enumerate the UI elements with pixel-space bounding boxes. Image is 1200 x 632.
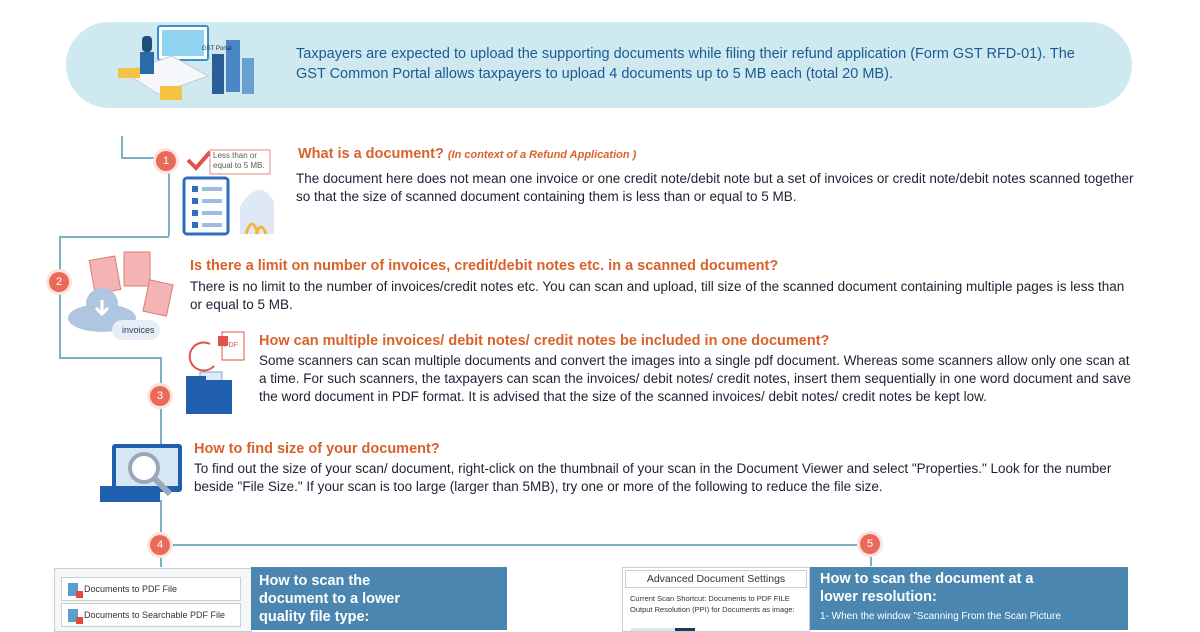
portal-label: GST Portal	[202, 46, 232, 52]
monitor-magnifier-illustration	[100, 442, 184, 506]
connector-line	[59, 236, 169, 238]
invoices-label: invoices	[122, 325, 155, 335]
lower-resolution-title: How to scan the document at a lower resolution:	[820, 571, 1034, 605]
step-3-body: Some scanners can scan multiple documents and convert the images into a single pdf document. Whereas some scanners allow only one scan at a time. For such scanners, the taxpayers can scan the invoices/ debit notes/ credit notes, insert them sequentially in one word document and save the word document in PDF format. It is advised that the size of the scanned invoices/ debit notes/ credit notes be kept low.	[259, 353, 1131, 404]
connector-line	[59, 236, 61, 358]
size-tag: Less than or equal to 5 MB.	[213, 151, 265, 170]
step-3-title: How can multiple invoices/ debit notes/ credit notes be included in one document?	[259, 333, 830, 349]
advanced-settings-window	[622, 567, 810, 632]
option-documents-to-searchable-pdf[interactable]: Documents to Searchable PDF File	[61, 603, 241, 627]
step-2-badge: 2	[49, 272, 69, 292]
step-4-badge: 4	[150, 535, 170, 555]
settings-line-1: Current Scan Shortcut: Documents to PDF FILE	[630, 594, 790, 603]
step-1-body: The document here does not mean one invoice or one credit note/debit note but a set of invoices or credit note/debit notes scanned together so that the size of scanned document containing them is less than or equal to 5 MB.	[296, 171, 1134, 204]
option-documents-to-pdf[interactable]: Documents to PDF File	[61, 577, 241, 601]
step-1-badge: 1	[156, 151, 176, 171]
connector-line	[160, 544, 870, 546]
settings-title: Advanced Document Settings	[625, 570, 807, 588]
lower-quality-panel	[251, 567, 507, 630]
step-5-badge: 5	[860, 534, 880, 554]
step-1-title: What is a document? (In context of a Refund Application )	[298, 146, 637, 162]
pdf-label: PDF	[224, 342, 238, 349]
pdf-file-icon	[68, 583, 78, 596]
step-2-title: Is there a limit on number of invoices, credit/debit notes etc. in a scanned document?	[190, 258, 779, 274]
scan-type-list	[54, 568, 252, 632]
lower-resolution-panel	[810, 567, 1128, 630]
pdf-file-icon	[68, 609, 78, 622]
folder-pdf-illustration	[180, 328, 256, 420]
intro-text: Taxpayers are expected to upload the supporting documents while filing their refund application (Form GST RFD-01). The GST Common Portal allows taxpayers to upload 4 documents up to 5 MB each (total 20 MB).	[296, 46, 1075, 82]
gst-portal-illustration	[112, 24, 262, 106]
find-size-title: How to find size of your document?	[194, 441, 440, 457]
connector-line	[121, 136, 123, 158]
step-3-badge: 3	[150, 386, 170, 406]
connector-line	[59, 357, 161, 359]
step-2-body: There is no limit to the number of invoices/credit notes etc. You can scan and upload, till size of the scanned document containing multiple pages is less than or equal to 5 MB.	[190, 279, 1125, 312]
connector-line	[168, 168, 170, 236]
resolution-step-1: 1- When the window "Scanning From the Scan Picture	[820, 611, 1061, 622]
connector-line	[160, 555, 162, 567]
settings-line-2: Output Resolution (PPI) for Documents as image:	[630, 605, 795, 614]
find-size-body: To find out the size of your scan/ document, right-click on the thumbnail of your scan in the Document Viewer and select "Properties." Look for the number beside "File Size." If your scan is too large (larger than 5MB), try one or more of the following to reduce the file size.	[194, 461, 1112, 494]
lower-quality-title: How to scan the document to a lower quality file type:	[259, 573, 400, 625]
